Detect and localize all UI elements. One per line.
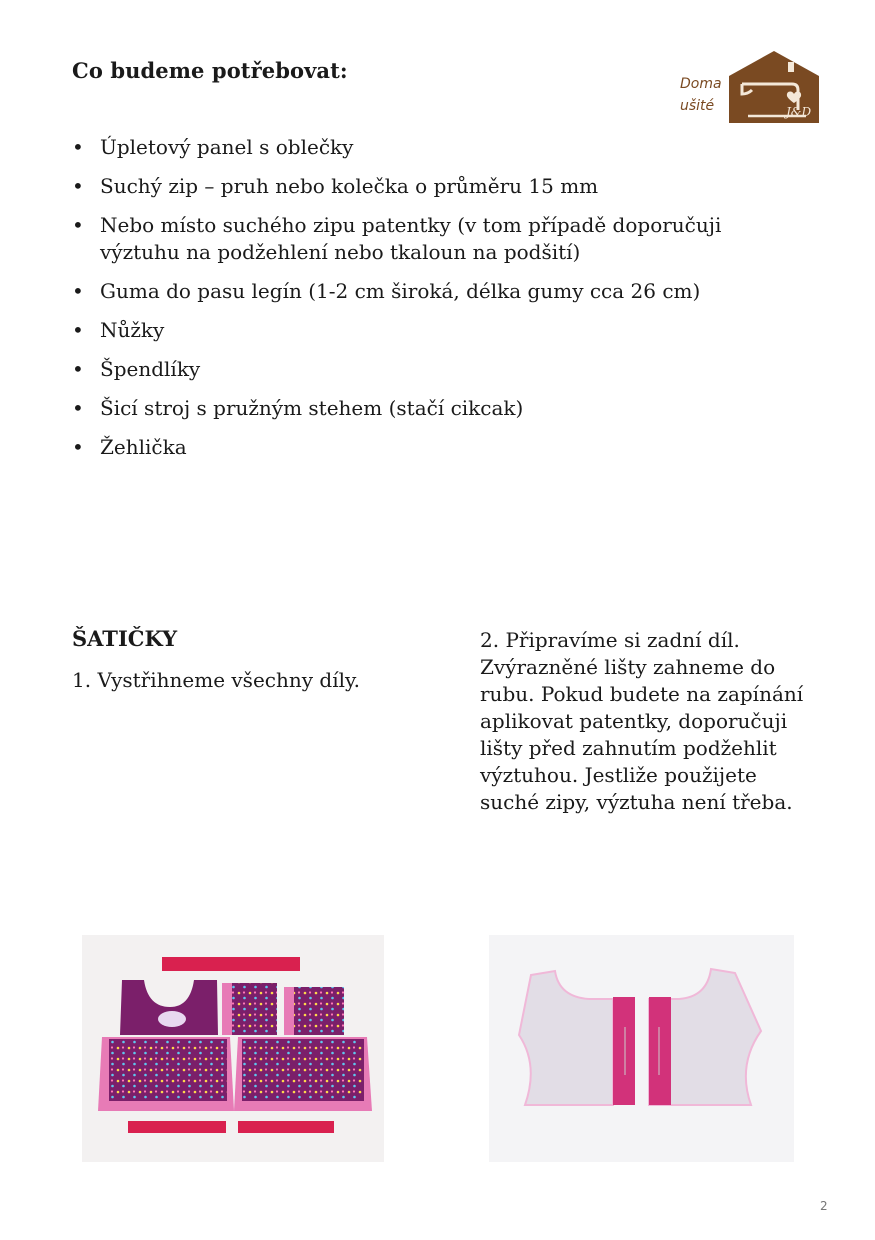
materials-list [72,134,772,473]
logo-text-doma: Doma [680,76,722,92]
list-item: • Špendlíky [72,357,201,381]
logo-text-usite: ušité [680,98,715,114]
list-item: • Žehlička [72,435,187,459]
sewing-house-icon [728,50,820,124]
list-item: • Nebo místo suchého zipu patentky (v tom případě doporučuji výztuhu na podžehlení nebo tkaloun na podšití) [72,213,722,264]
page-number: 2 [820,1199,828,1213]
page-heading: Co budeme potřebovat: [72,58,348,83]
list-item: • Nůžky [72,318,165,342]
list-item: • Guma do pasu legín (1-2 cm široká, délka gumy cca 26 cm) [72,279,701,303]
doma-usite-logo [678,50,820,124]
list-item: • Úpletový panel s oblečky [72,135,354,159]
back-piece-photo [489,935,794,1162]
section-title: ŠATIČKY [72,626,178,651]
cut-pieces-photo [82,935,384,1162]
list-item: • Suchý zip – pruh nebo kolečka o průměru 15 mm [72,174,599,198]
step-2-text: 2. Připravíme si zadní díl. Zvýrazněné lišty zahneme do rubu. Pokud budete na zapínání aplikovat patentky, doporučuji lišty před zahnutím podžehlit výztuhou. Jestliže použijete suché zipy, výztuha není třeba. [480,628,804,814]
logo-initials: J&D [786,105,812,119]
list-item: • Šicí stroj s pružným stehem (stačí cikcak) [72,396,524,420]
step-1-text: 1. Vystřihneme všechny díly. [72,668,360,692]
